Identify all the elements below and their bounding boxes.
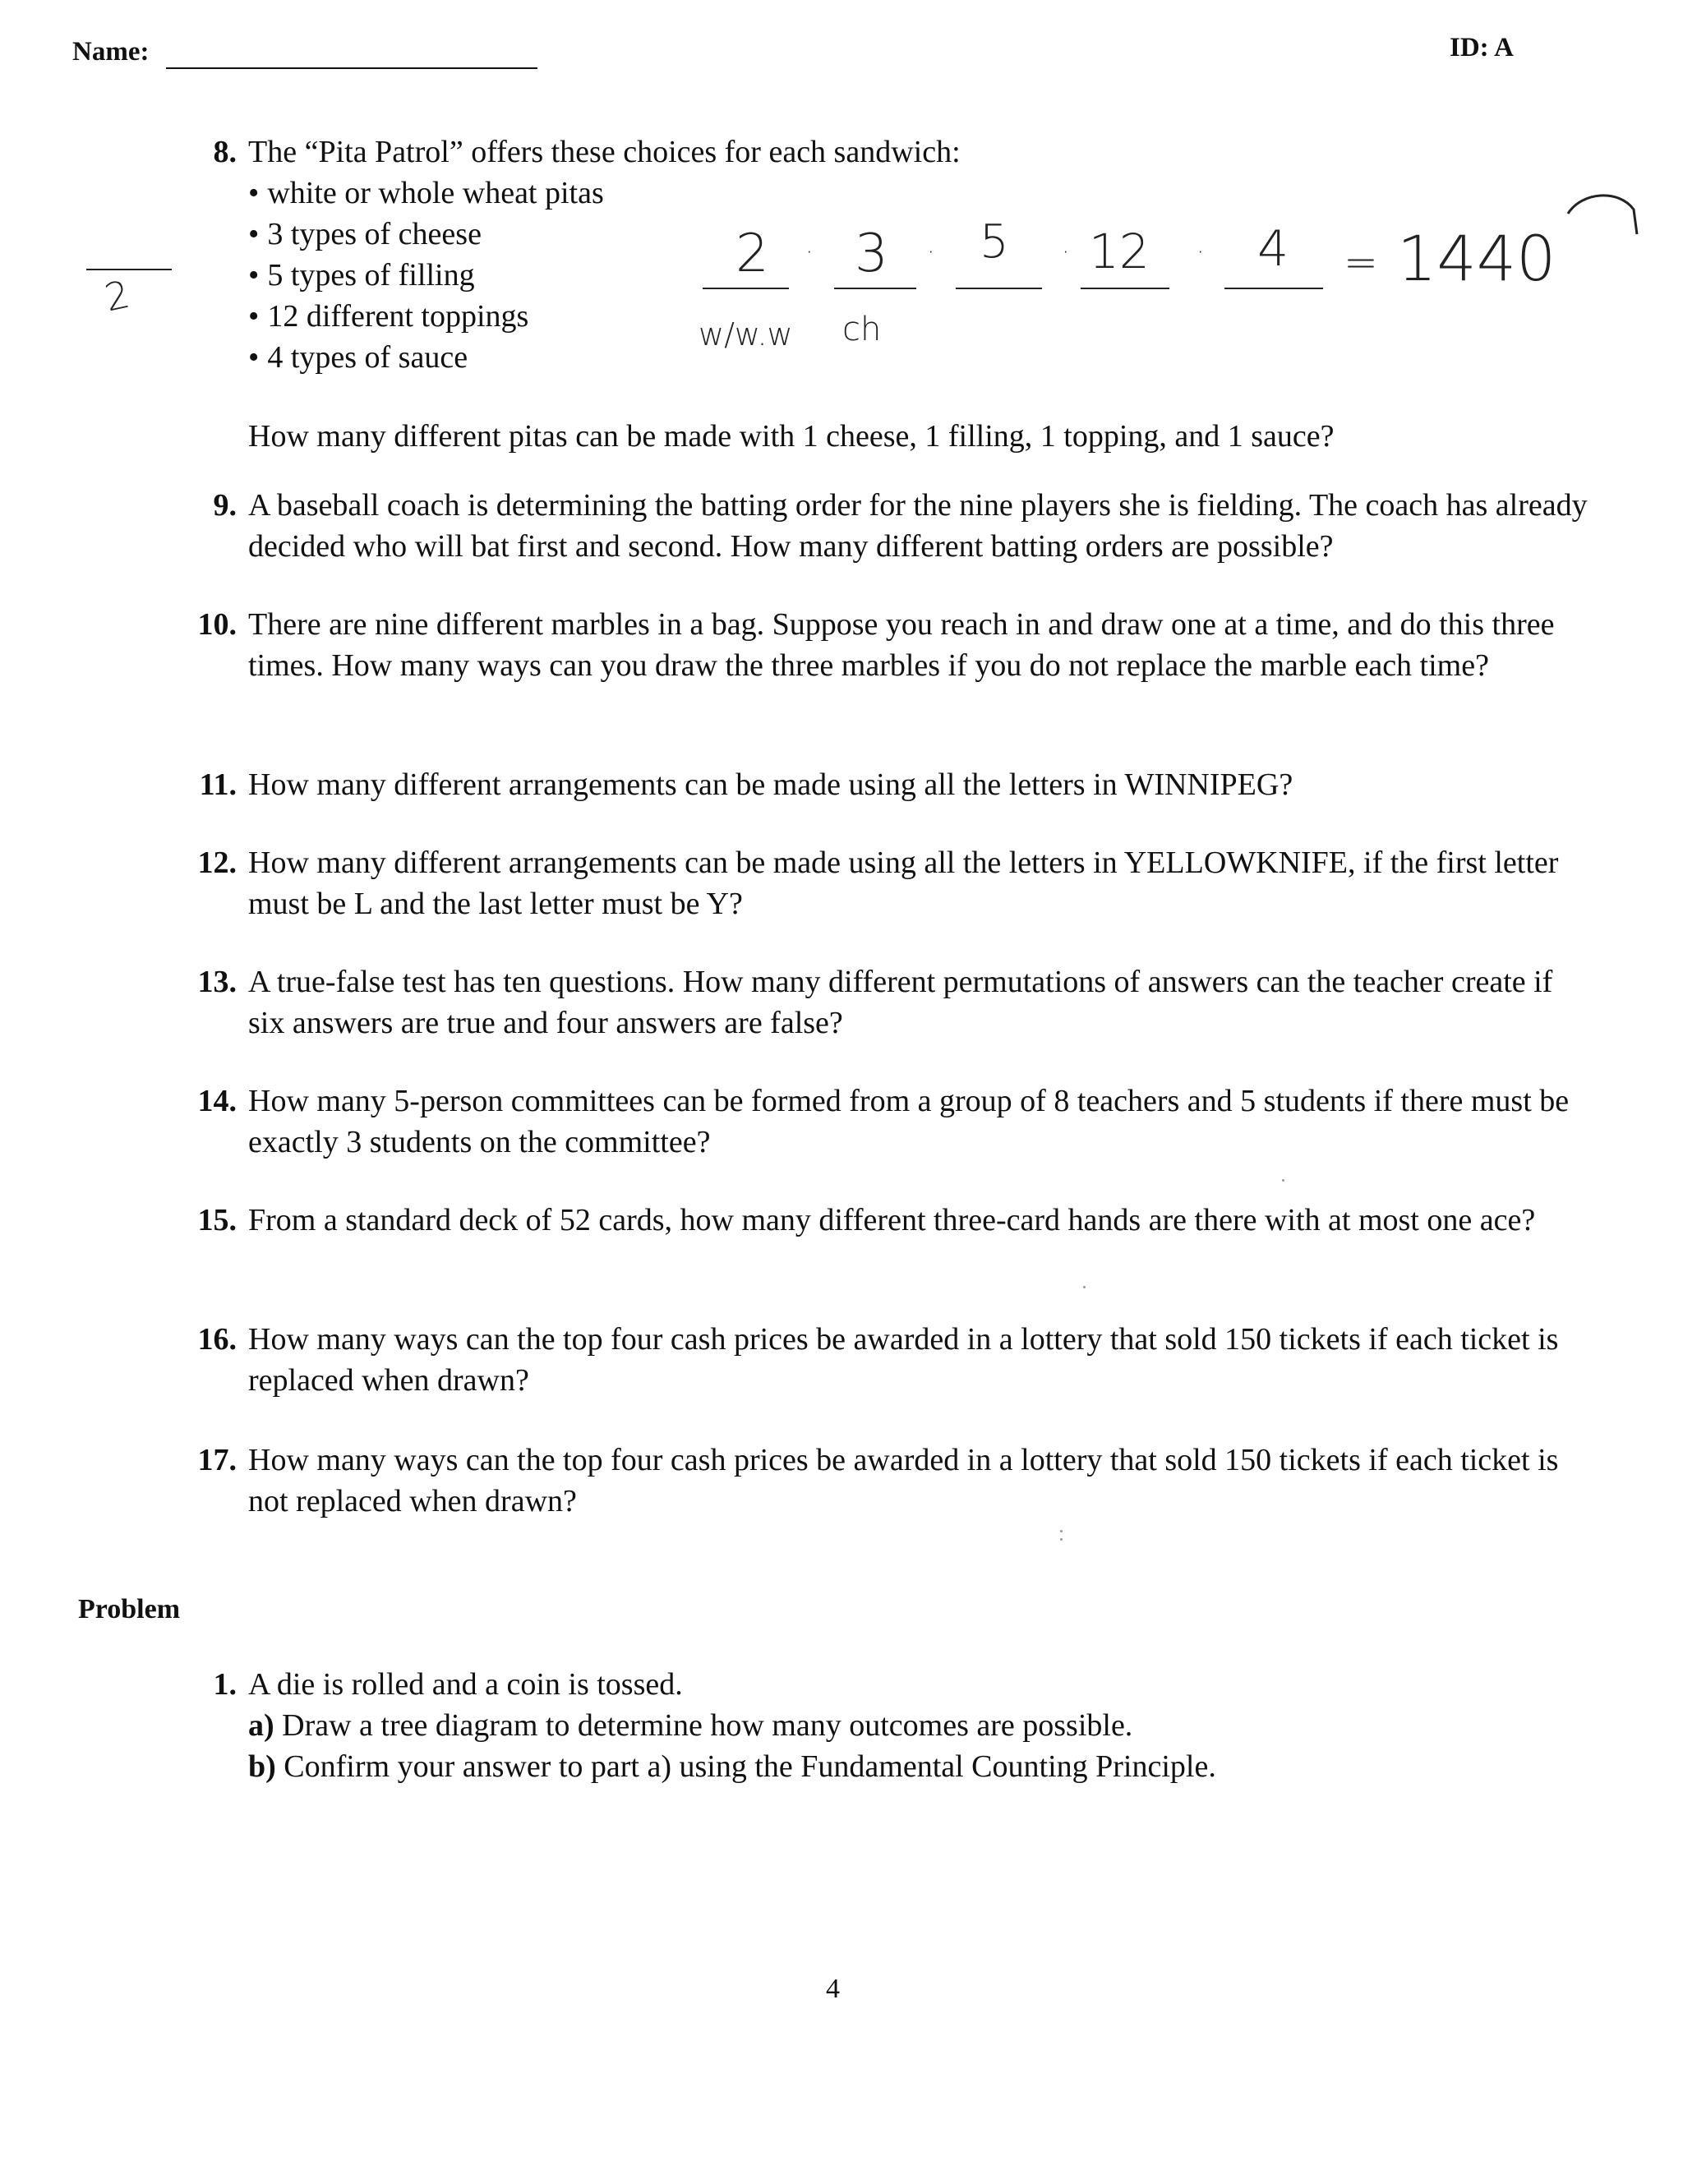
factor-blank-5 (1224, 288, 1323, 289)
question-number: 14. (197, 1084, 237, 1118)
question-text: How many ways can the top four cash prices be awarded in a lottery that sold 150 tickets if each ticket is replaced when drawn? (248, 1322, 1559, 1398)
question-number: 8. (213, 135, 237, 169)
factor-3: 5 (980, 215, 1009, 269)
factor-4: 12 (1089, 223, 1150, 279)
dot: · (805, 238, 814, 267)
factor-blank-4 (1081, 288, 1169, 289)
equals-sign: = (1344, 238, 1378, 286)
question-text: A true-false test has ten questions. How many different permutations of answers can the teacher create if six answers are true and four answers are false? (248, 965, 1553, 1040)
factor-5: 4 (1257, 220, 1289, 278)
question-number: 17. (197, 1443, 237, 1477)
label-whole-wheat: w/w.w (699, 316, 793, 352)
question-8-intro: The “Pita Patrol” offers these choices for each sandwich: (248, 135, 961, 169)
question-text: From a standard deck of 52 cards, how many different three-card hands are there with at most one ace? (248, 1203, 1536, 1237)
dot: · (1197, 238, 1205, 267)
factor-2: 3 (855, 223, 888, 284)
question-number: 10. (197, 607, 237, 642)
choice-item: • 12 different toppings (248, 296, 988, 337)
part-a-text: Draw a tree diagram to determine how many outcomes are possible. (282, 1708, 1133, 1743)
problem-part-b (248, 1746, 1596, 1787)
name-label: Name: (72, 37, 150, 67)
scan-speck (1083, 1286, 1086, 1288)
question-number: 15. (197, 1203, 237, 1237)
question-text: A baseball coach is determining the batting order for the nine players she is fielding. The coach has already decided who will bat first and second. How many different batting orders are possible? (248, 488, 1588, 564)
question-text: How many 5-person committees can be formed from a group of 8 teachers and 5 students if there must be exactly 3 students on the committee? (248, 1084, 1570, 1159)
question-number: 11. (199, 767, 237, 802)
dot: · (927, 238, 935, 267)
scan-speck (1282, 1179, 1284, 1182)
factor-blank-1 (703, 288, 789, 289)
choice-item: • 5 types of filling (248, 255, 988, 296)
dot: · (1062, 238, 1070, 267)
name-field[interactable] (166, 67, 537, 69)
question-text: There are nine different marbles in a bag. Suppose you reach in and draw one at a time, and do this three times. How many ways can you draw the three marbles if you do not replace the marble each time? (248, 607, 1555, 683)
problem-intro: A die is rolled and a coin is tossed. (248, 1667, 683, 1702)
question-text: How many different arrangements can be made using all the letters in WINNIPEG? (248, 767, 1293, 802)
choice-item: • white or whole wheat pitas (248, 173, 988, 214)
margin-score: 2 (100, 271, 134, 320)
part-a-label: a) (248, 1708, 274, 1743)
problem-part-a (248, 1705, 1596, 1746)
margin-score-line (86, 269, 172, 270)
scan-speck (1060, 1530, 1063, 1532)
product-result: 1440 (1397, 222, 1556, 295)
corner-mark-icon (1561, 185, 1644, 242)
label-cheese: ch (842, 311, 882, 348)
scan-speck (1060, 1538, 1063, 1541)
question-text: How many ways can the top four cash prices be awarded in a lottery that sold 150 tickets if each ticket is not replaced when drawn? (248, 1443, 1559, 1518)
question-number: 9. (213, 488, 237, 523)
part-b-label: b) (248, 1749, 276, 1784)
factor-1: 2 (735, 223, 769, 284)
page-number: 4 (826, 1974, 840, 2004)
choice-item: • 4 types of sauce (248, 337, 988, 378)
choice-item: • 3 types of cheese (248, 214, 988, 255)
id-label: ID: A (1450, 33, 1514, 62)
part-b-text: Confirm your answer to part a) using the Fundamental Counting Principle. (284, 1749, 1216, 1784)
question-number: 12. (197, 845, 237, 880)
factor-blank-2 (834, 288, 916, 289)
problem-number: 1. (213, 1667, 237, 1702)
factor-blank-3 (956, 288, 1042, 289)
question-text: How many different arrangements can be made using all the letters in YELLOWKNIFE, if the first letter must be L and the last letter must be Y? (248, 845, 1559, 921)
question-number: 16. (197, 1322, 237, 1357)
question-8-text: How many different pitas can be made with 1 cheese, 1 filling, 1 topping, and 1 sauce? (248, 419, 1335, 454)
question-number: 13. (197, 965, 237, 999)
problem-heading: Problem (78, 1594, 181, 1624)
